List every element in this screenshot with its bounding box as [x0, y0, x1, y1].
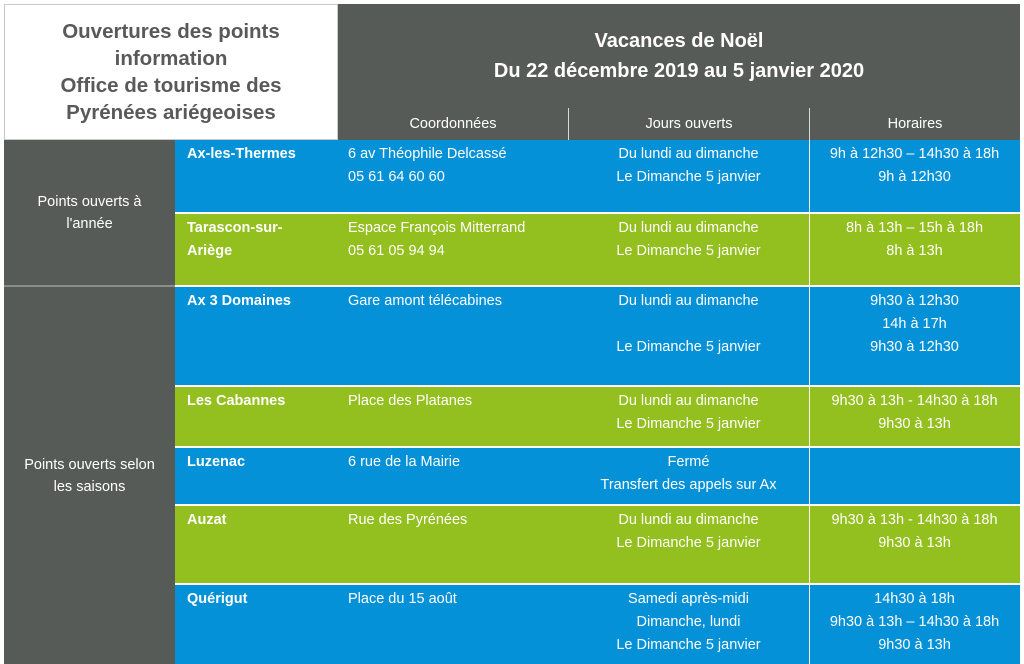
office-address [337, 448, 568, 504]
banner-dates: Du 22 décembre 2019 au 5 janvier 2020 [493, 60, 865, 82]
days-line: Du lundi au dimanche [618, 512, 759, 528]
group-label-line: les saisons [53, 478, 126, 495]
table-row-querigut [175, 585, 1020, 664]
hours-line: 9h30 à 13h - 14h30 à 18h [831, 393, 998, 409]
days-line: Du lundi au dimanche [618, 220, 759, 236]
office-name [175, 448, 337, 504]
hours-line: 9h à 12h30 [878, 169, 951, 185]
days-line: Le Dimanche 5 janvier [616, 416, 761, 432]
title-line: Office de tourisme des [60, 74, 282, 97]
phone-number: 05 61 64 60 60 [348, 169, 445, 185]
office-name-line: Quérigut [187, 591, 248, 607]
address-line: 6 rue de la Mairie [348, 454, 461, 470]
open-days [568, 506, 809, 583]
open-days [568, 585, 809, 664]
office-name [175, 585, 337, 664]
address-line: Place du 15 août [348, 591, 457, 607]
column-divider [809, 506, 810, 583]
hours-line: 14h30 à 18h [874, 591, 955, 607]
office-name-line: Auzat [187, 512, 227, 528]
table-row-tarascon [175, 214, 1020, 285]
opening-hours [809, 287, 1020, 385]
hours-line: 14h à 17h [882, 316, 947, 332]
office-address [337, 140, 568, 212]
header-horaires: Horaires [810, 108, 1020, 140]
group-label-line: Points ouverts selon [24, 456, 155, 473]
hours-line: 9h30 à 13h - 14h30 à 18h [831, 512, 998, 528]
opening-hours [809, 140, 1020, 212]
office-name-line: Les Cabannes [187, 393, 286, 409]
days-line: Samedi après-midi [628, 591, 749, 607]
office-address [337, 387, 568, 446]
banner-title: Vacances de Noël [594, 30, 764, 52]
days-line: Du lundi au dimanche [618, 146, 759, 162]
hours-line: 9h30 à 13h [878, 535, 951, 551]
table-row-ax-3-domaines [175, 287, 1020, 385]
open-days [568, 140, 809, 212]
open-days [568, 214, 809, 285]
title-line: information [114, 47, 228, 70]
office-name [175, 387, 337, 446]
header-jours: Jours ouverts [569, 108, 809, 140]
opening-hours [809, 448, 1020, 504]
spacer [568, 313, 809, 336]
office-name [175, 506, 337, 583]
open-days [568, 287, 809, 385]
opening-hours [809, 585, 1020, 664]
opening-hours [809, 214, 1020, 285]
group-label-line: l'année [66, 215, 113, 232]
hours-line: 9h30 à 12h30 [870, 339, 959, 355]
holiday-banner [338, 4, 1020, 108]
office-name-line: Ax-les-Thermes [187, 146, 296, 162]
hours-line: 9h30 à 12h30 [870, 293, 959, 309]
table-row-les-cabannes [175, 387, 1020, 446]
table-row-luzenac [175, 448, 1020, 504]
office-name-line: Ariège [187, 243, 233, 259]
days-line: Le Dimanche 5 janvier [616, 243, 761, 259]
header-coordonnees: Coordonnées [338, 108, 568, 140]
hours-line: 9h à 12h30 – 14h30 à 18h [829, 146, 1000, 162]
open-days [568, 387, 809, 446]
days-line: Du lundi au dimanche [618, 293, 759, 309]
schedule-title [4, 4, 338, 140]
hours-line: 9h30 à 13h [878, 416, 951, 432]
days-line: Du lundi au dimanche [618, 393, 759, 409]
column-divider [809, 448, 810, 504]
column-divider [809, 214, 810, 285]
column-divider [809, 140, 810, 212]
days-line: Transfert des appels sur Ax [600, 477, 777, 493]
days-line: Le Dimanche 5 janvier [616, 637, 761, 653]
phone-number: 05 61 05 94 94 [348, 243, 445, 259]
column-divider [809, 387, 810, 446]
column-divider [809, 287, 810, 385]
title-line: Ouvertures des points [62, 20, 280, 43]
group-label-line: Points ouverts à [37, 193, 142, 210]
office-name-line: Tarascon-sur- [187, 220, 283, 236]
office-address [337, 585, 568, 664]
days-line: Le Dimanche 5 janvier [616, 535, 761, 551]
table-row-ax-les-thermes [175, 140, 1020, 212]
office-address [337, 287, 568, 385]
office-name [175, 140, 337, 212]
address-line: Rue des Pyrénées [348, 512, 468, 528]
office-address [337, 506, 568, 583]
office-address [337, 214, 568, 285]
group-label-annee [4, 140, 175, 285]
address-line: 6 av Théophile Delcassé [348, 146, 507, 162]
address-line: Gare amont télécabines [348, 293, 502, 309]
days-line: Fermé [667, 454, 710, 470]
column-divider [809, 585, 810, 664]
table-row-auzat [175, 506, 1020, 583]
office-name-line: Luzenac [187, 454, 246, 470]
opening-hours [809, 506, 1020, 583]
title-line: Pyrénées ariégeoises [66, 101, 276, 124]
hours-line: 9h30 à 13h [878, 637, 951, 653]
days-line: Dimanche, lundi [636, 614, 741, 630]
days-line: Le Dimanche 5 janvier [616, 169, 761, 185]
address-line: Place des Platanes [348, 393, 473, 409]
office-name [175, 287, 337, 385]
open-days [568, 448, 809, 504]
hours-line: 8h à 13h [886, 243, 943, 259]
days-line: Le Dimanche 5 janvier [616, 339, 761, 355]
address-line: Espace François Mitterrand [348, 220, 526, 236]
opening-hours [809, 387, 1020, 446]
office-name [175, 214, 337, 285]
hours-line: 9h30 à 13h – 14h30 à 18h [829, 614, 1000, 630]
hours-line: 8h à 13h – 15h à 18h [845, 220, 984, 236]
office-name-line: Ax 3 Domaines [187, 293, 291, 309]
group-label-saisons [4, 287, 175, 664]
